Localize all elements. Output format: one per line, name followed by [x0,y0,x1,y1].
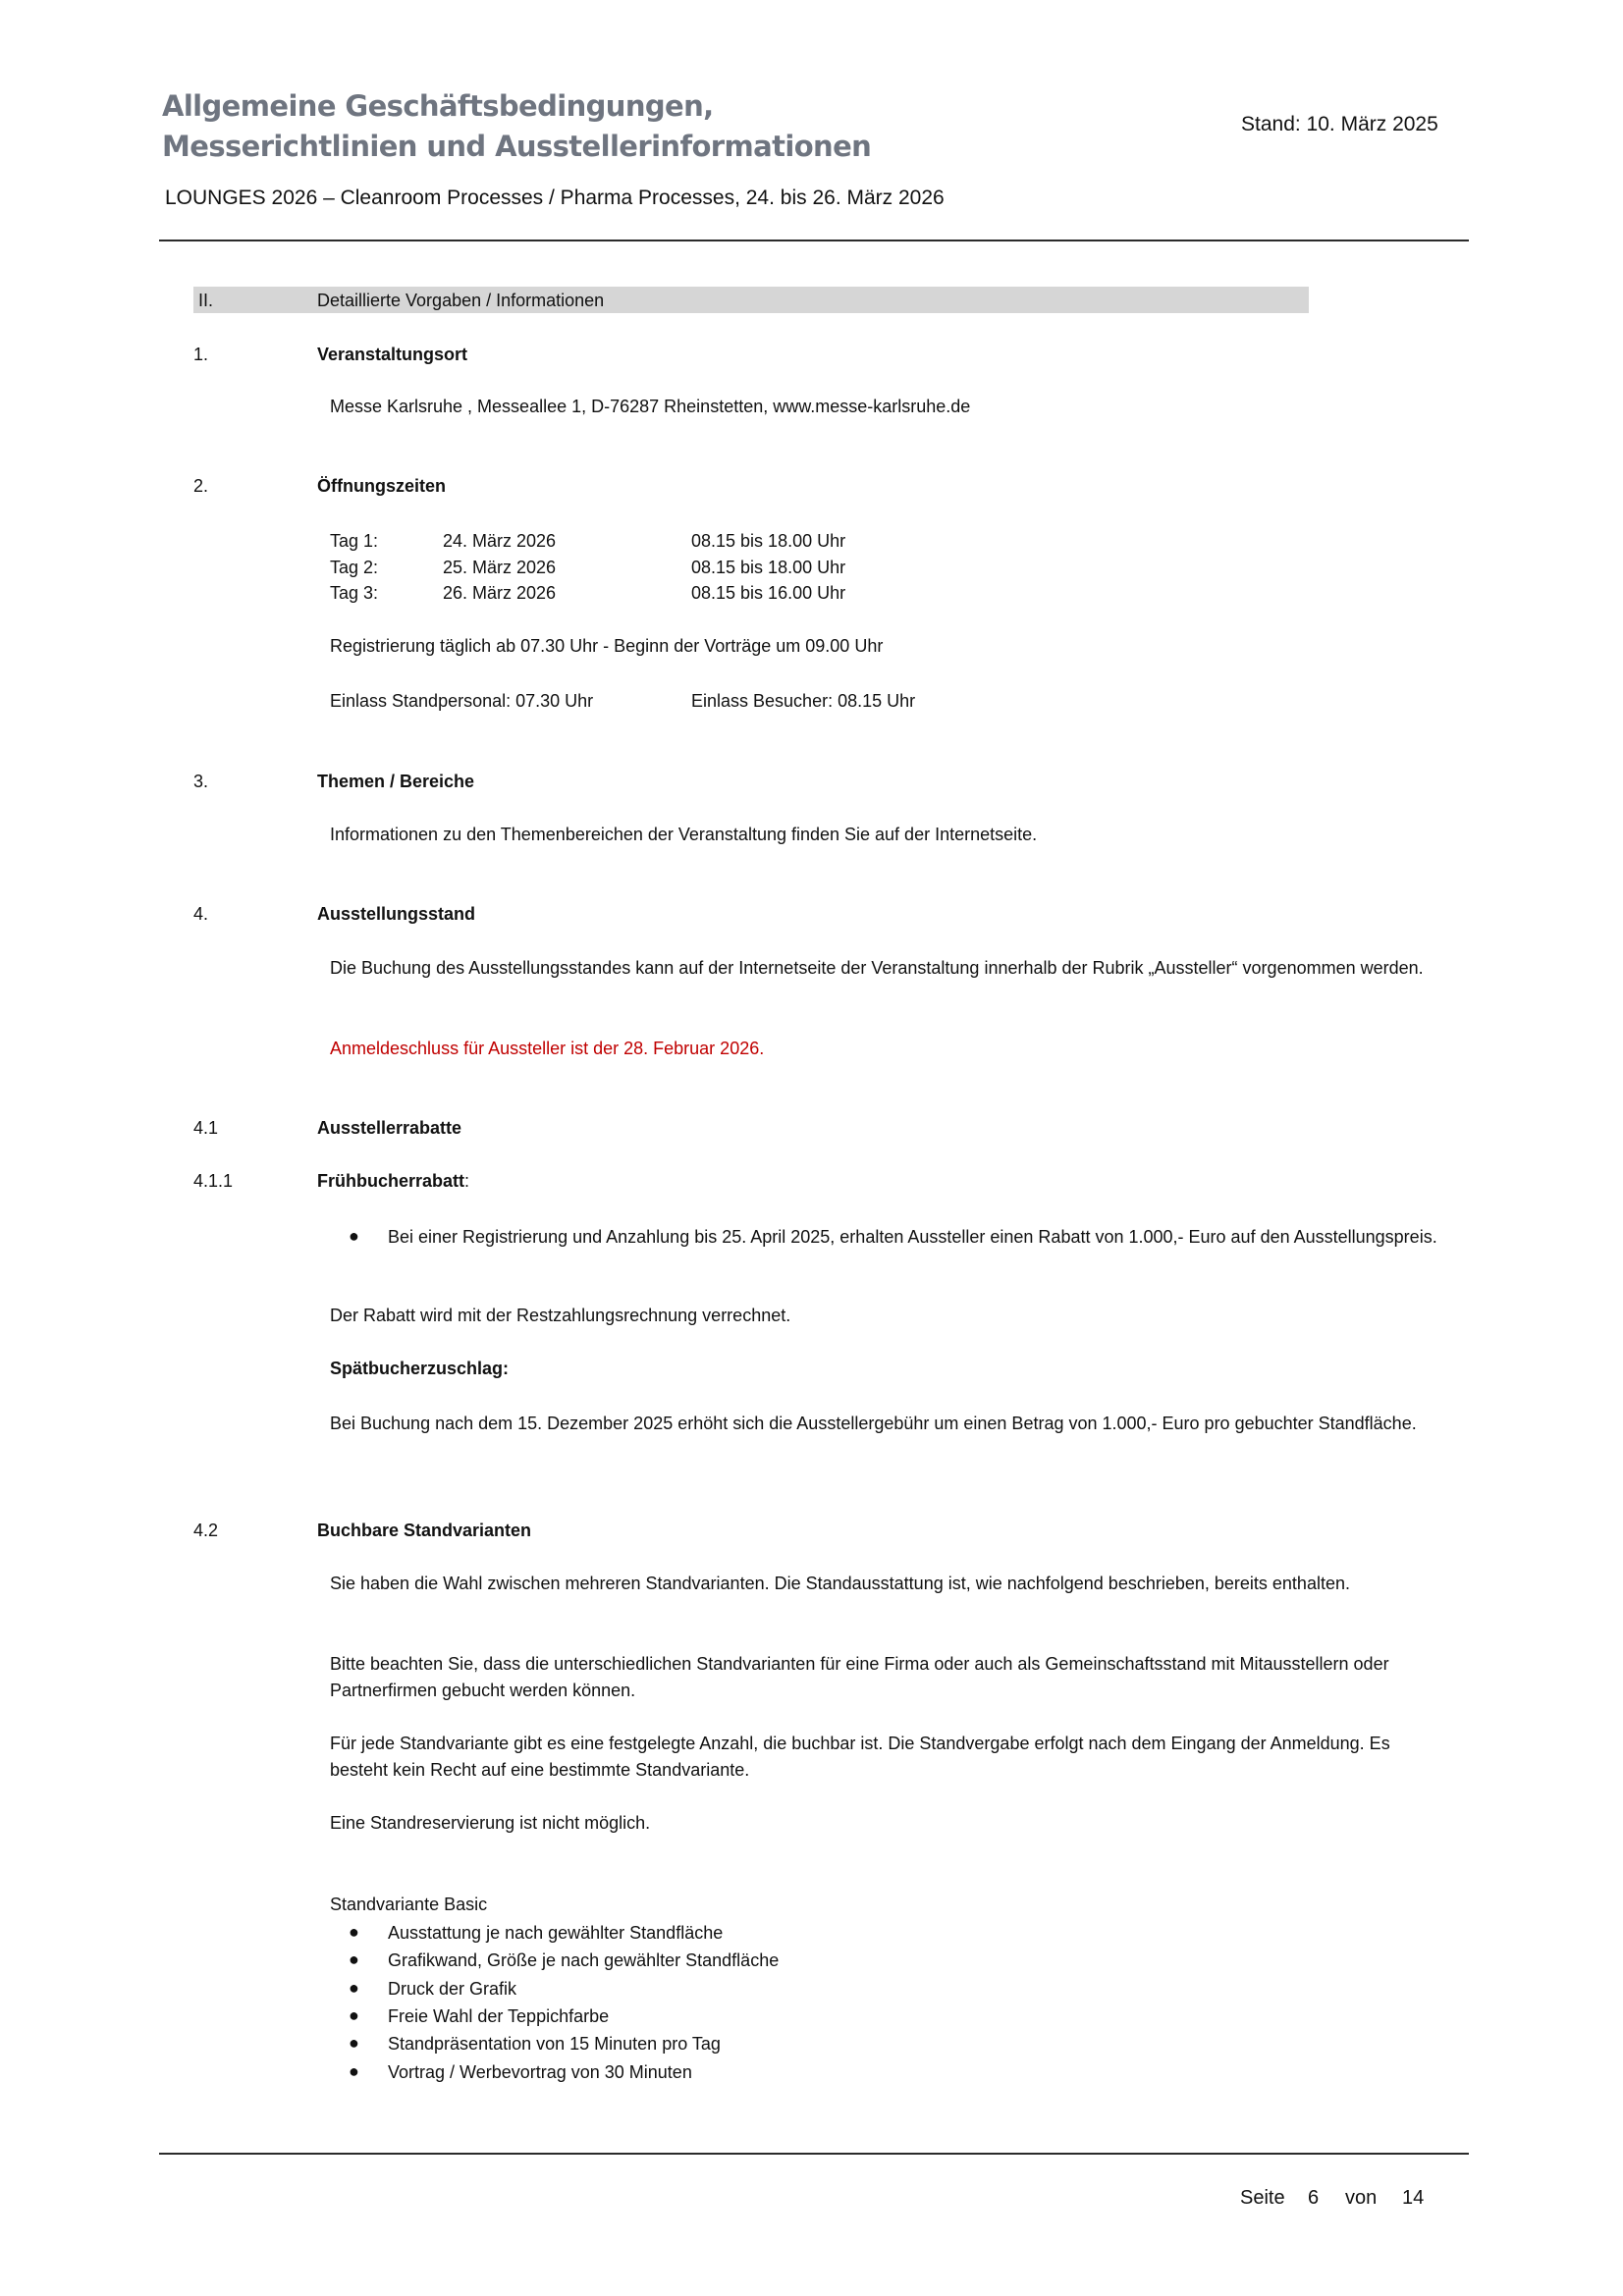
entry-visitors: Einlass Besucher: 08.15 Uhr [691,691,916,711]
variant-item: Vortrag / Werbevortrag von 30 Minuten [388,2062,692,2082]
section-4-1-1-heading [317,1168,469,1195]
section-4-2-heading: Buchbare Standvarianten [317,1521,532,1540]
variants-paragraph-2: Bitte beachten Sie, dass die unterschiedlichen Standvarianten für eine Firma oder auch als Gemeinschaftsstand mit Mitausstellern oder Partnerfirmen gebucht werden können. [330,1654,1389,1700]
section-2-number: 2. [193,476,209,496]
document-title [162,86,871,167]
bullet-icon: ● [349,2061,359,2081]
variant-item: Grafikwand, Größe je nach gewählter Standfläche [388,1950,780,1970]
venue-address: Messe Karlsruhe , Messeallee 1, D-76287 Rheinstetten, www.messe-karlsruhe.de [330,397,971,416]
late-booking-text: Bei Buchung nach dem 15. Dezember 2025 erhöht sich die Ausstellergebühr um einen Betrag von 1.000,- Euro pro gebuchter Standfläche. [330,1414,1417,1433]
early-bird-colon: : [464,1171,470,1191]
page-current: 6 [1308,2187,1320,2209]
variant-item: Freie Wahl der Teppichfarbe [388,2006,610,2026]
section-3-heading: Themen / Bereiche [317,772,475,791]
day-1-label: Tag 1: [330,531,379,551]
day-2-date: 25. März 2026 [443,558,557,577]
variants-paragraph-3: Für jede Standvariante gibt es eine festgelegte Anzahl, die buchbar ist. Die Standvergabe erfolgt nach dem Eingang der Anmeldung. Es besteht kein Recht auf eine bestimmte Standvariante. [330,1734,1390,1780]
bullet-icon: ● [349,1922,359,1942]
header-divider [159,240,1469,241]
day-2-time: 08.15 bis 18.00 Uhr [691,558,846,577]
day-3-label: Tag 3: [330,583,379,603]
section-1-number: 1. [193,345,209,364]
variants-paragraph-1: Sie haben die Wahl zwischen mehreren Standvarianten. Die Standausstattung ist, wie nachfolgend beschrieben, bereits enthalten. [330,1574,1350,1593]
title-line-1: Allgemeine Geschäftsbedingungen, [162,89,714,123]
section-4-1-heading: Ausstellerrabatte [317,1118,462,1138]
late-booking-title: Spätbucherzuschlag: [330,1359,510,1378]
day-1-date: 24. März 2026 [443,531,557,551]
page-label: Seite [1240,2187,1285,2209]
bullet-icon: ● [349,1978,359,1998]
section-2-heading: Öffnungszeiten [317,476,446,496]
day-3-date: 26. März 2026 [443,583,557,603]
topics-info: Informationen zu den Themenbereichen der Veranstaltung finden Sie auf der Internetseite. [330,825,1038,844]
discount-note: Der Rabatt wird mit der Restzahlungsrechnung verrechnet. [330,1306,791,1325]
document-date: Stand: 10. März 2025 [1241,113,1438,135]
variants-paragraph-4: Eine Standreservierung ist nicht möglich. [330,1813,651,1833]
section-1-heading: Veranstaltungsort [317,345,468,364]
section-bar-title: Detaillierte Vorgaben / Informationen [317,291,605,310]
bullet-icon: ● [349,2005,359,2025]
footer-divider [159,2153,1469,2155]
variant-item: Druck der Grafik [388,1979,517,1999]
section-4-2-number: 4.2 [193,1521,219,1540]
section-4-heading: Ausstellungsstand [317,904,476,924]
registration-info: Registrierung täglich ab 07.30 Uhr - Beginn der Vorträge um 09.00 Uhr [330,636,884,656]
day-3-time: 08.15 bis 16.00 Uhr [691,583,846,603]
bullet-icon: ● [349,1226,359,1246]
variant-item: Ausstattung je nach gewählter Standfläche [388,1923,724,1943]
section-3-number: 3. [193,772,209,791]
section-4-number: 4. [193,904,209,924]
section-4-1-1-number: 4.1.1 [193,1171,234,1191]
bullet-icon: ● [349,2033,359,2053]
day-2-label: Tag 2: [330,558,379,577]
section-bar-number: II. [198,291,214,310]
variant-item: Standpräsentation von 15 Minuten pro Tag [388,2034,721,2054]
page-of-label: von [1345,2187,1378,2209]
registration-deadline: Anmeldeschluss für Aussteller ist der 28. Februar 2026. [330,1039,765,1058]
bullet-icon: ● [349,1949,359,1969]
page-total: 14 [1402,2187,1425,2209]
early-bird-bullet: Bei einer Registrierung und Anzahlung bis 25. April 2025, erhalten Aussteller einen Rabatt von 1.000,- Euro auf den Ausstellungspreis. [388,1227,1437,1247]
title-line-2: Messerichtlinien und Ausstellerinformationen [162,130,872,163]
booking-info: Die Buchung des Ausstellungsstandes kann auf der Internetseite der Veranstaltung innerhalb der Rubrik „Aussteller“ vorgenommen werden. [330,958,1424,978]
early-bird-title: Frühbucherrabatt [317,1171,465,1191]
event-subtitle: LOUNGES 2026 – Cleanroom Processes / Pharma Processes, 24. bis 26. März 2026 [165,187,945,209]
entry-staff: Einlass Standpersonal: 07.30 Uhr [330,691,594,711]
day-1-time: 08.15 bis 18.00 Uhr [691,531,846,551]
variant-basic-title: Standvariante Basic [330,1895,488,1914]
section-bar [193,287,1309,313]
section-4-1-number: 4.1 [193,1118,219,1138]
